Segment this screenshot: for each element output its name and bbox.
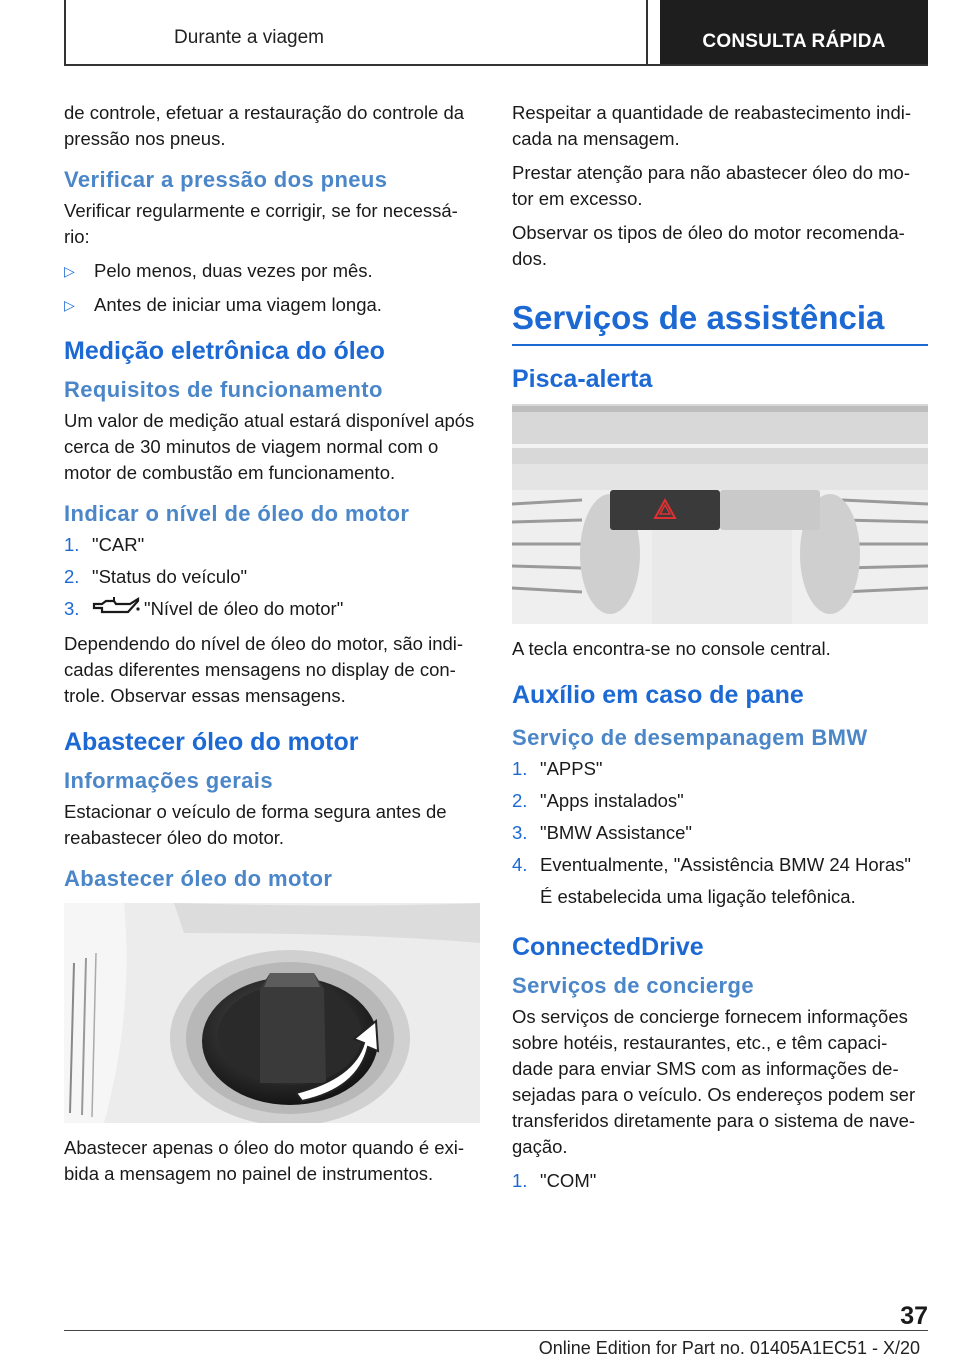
oil-level-paragraph: Dependendo do nível de óleo do motor, são indi- cadas diferentes mensagens no display de con- trole. Observar essas mensagens. bbox=[64, 633, 464, 706]
heading-concierge: Serviços de concierge bbox=[512, 973, 754, 998]
step-text: "Status do veículo" bbox=[92, 566, 248, 587]
heading-refill-oil-sub: Abastecer óleo do motor bbox=[64, 866, 333, 891]
header-quick-reference-tab[interactable]: CONSULTA RÁPIDA bbox=[660, 0, 928, 64]
heading-indicate-oil-level: Indicar o nível de óleo do motor bbox=[64, 501, 410, 526]
heading-bmw-service: Serviço de desempanagem BMW bbox=[512, 725, 868, 750]
step-text: "BMW Assistance" bbox=[540, 822, 692, 843]
step-text: Eventualmente, "Assistência BMW 24 Horas" bbox=[540, 854, 911, 875]
header-section-tab bbox=[64, 0, 648, 64]
list-item bbox=[64, 292, 480, 318]
general-info-paragraph: Estacionar o veículo de forma segura antes de reabastecer óleo do motor. bbox=[64, 801, 447, 848]
requirements-paragraph: Um valor de medição atual estará disponível após cerca de 30 minutos de viagem normal com o motor de combustão em funcionamento. bbox=[64, 410, 475, 483]
oil-can-icon bbox=[92, 596, 144, 625]
attention-paragraph: Prestar atenção para não abastecer óleo do mo- tor em excesso. bbox=[512, 162, 910, 209]
list-item bbox=[512, 756, 928, 782]
step-number: 1. bbox=[512, 758, 528, 779]
step-text: "Nível de óleo do motor" bbox=[144, 598, 344, 619]
heading-electronic-oil: Medição eletrônica do óleo bbox=[64, 337, 385, 365]
step-text: "COM" bbox=[540, 1170, 597, 1191]
oil-cap-image bbox=[64, 903, 480, 1123]
step-number: 1. bbox=[64, 534, 80, 555]
left-column bbox=[64, 100, 480, 1195]
hazard-button-image bbox=[512, 404, 928, 624]
pressure-paragraph: Verificar regularmente e corrigir, se for necessá- rio: bbox=[64, 200, 458, 247]
bullet-text: Antes de iniciar uma viagem longa. bbox=[94, 294, 382, 315]
heading-connecteddrive: ConnectedDrive bbox=[512, 933, 704, 961]
intro-paragraph: de controle, efetuar a restauração do controle da pressão nos pneus. bbox=[64, 102, 465, 149]
list-item bbox=[512, 1168, 928, 1194]
pressure-bullet-list bbox=[64, 258, 480, 318]
heading-check-pressure: Verificar a pressão dos pneus bbox=[64, 167, 388, 192]
list-item bbox=[64, 596, 480, 625]
hazard-caption: A tecla encontra-se no console central. bbox=[512, 638, 831, 659]
step-text: "Apps instalados" bbox=[540, 790, 684, 811]
step-number: 2. bbox=[64, 566, 80, 587]
step-number: 1. bbox=[512, 1170, 528, 1191]
list-item bbox=[64, 564, 480, 590]
connection-paragraph: É estabelecida uma ligação telefônica. bbox=[540, 886, 856, 907]
concierge-steps bbox=[512, 1168, 928, 1194]
footer-edition: Online Edition for Part no. 01405A1EC51 - X/20 bbox=[538, 1338, 920, 1358]
step-number: 2. bbox=[512, 790, 528, 811]
respect-paragraph: Respeitar a quantidade de reabastecimento indi- cada na mensagem. bbox=[512, 102, 912, 149]
step-number: 3. bbox=[64, 598, 80, 619]
heading-breakdown-help: Auxílio em caso de pane bbox=[512, 681, 804, 709]
heading-requirements: Requisitos de funcionamento bbox=[64, 377, 383, 402]
triangle-bullet-icon: ▷ bbox=[64, 297, 75, 313]
page-number: 37 bbox=[900, 1302, 928, 1330]
step-text: "APPS" bbox=[540, 758, 603, 779]
header-rule bbox=[64, 64, 928, 66]
list-item bbox=[64, 258, 480, 284]
oil-level-steps bbox=[64, 532, 480, 625]
triangle-bullet-icon: ▷ bbox=[64, 263, 75, 279]
header-section-title: Durante a viagem bbox=[174, 27, 324, 48]
heading-hazard-lights: Pisca-alerta bbox=[512, 365, 653, 393]
heading-refill-oil: Abastecer óleo do motor bbox=[64, 728, 359, 756]
list-item bbox=[64, 532, 480, 558]
concierge-paragraph: Os serviços de concierge fornecem informações sobre hotéis, restaurantes, etc., e têm capaci- dade para enviar SMS com as informações de- sejadas para o veículo. Os endereços podem ser transferidos diretamente para o sistema de nave- gação. bbox=[512, 1006, 916, 1157]
observe-paragraph: Observar os tipos de óleo do motor recomenda- dos. bbox=[512, 222, 905, 269]
list-item bbox=[512, 820, 928, 846]
heading-general-info: Informações gerais bbox=[64, 768, 273, 793]
step-number: 4. bbox=[512, 854, 528, 875]
bmw-service-steps bbox=[512, 756, 928, 878]
list-item bbox=[512, 852, 928, 878]
step-text: "CAR" bbox=[92, 534, 145, 555]
list-item bbox=[512, 788, 928, 814]
footer-rule bbox=[64, 1330, 928, 1331]
step-number: 3. bbox=[512, 822, 528, 843]
heading-assistance-services: Serviços de assistência bbox=[512, 298, 928, 346]
right-column bbox=[512, 100, 928, 1200]
refill-caption: Abastecer apenas o óleo do motor quando é exi- bida a mensagem no painel de instrumentos. bbox=[64, 1137, 465, 1184]
bullet-text: Pelo menos, duas vezes por mês. bbox=[94, 260, 373, 281]
